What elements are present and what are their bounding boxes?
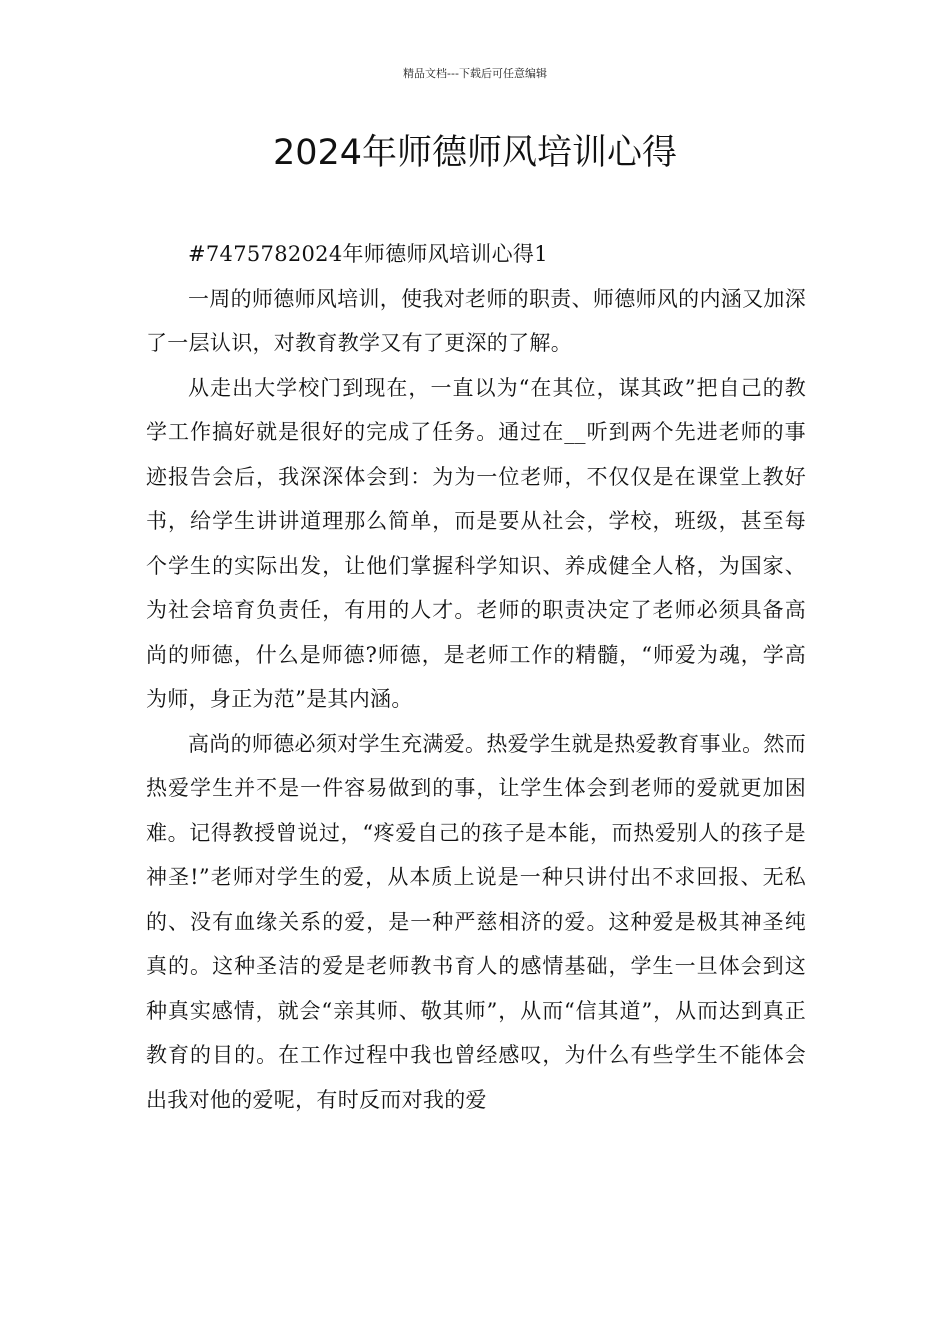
document-body (146, 232, 806, 1122)
paragraph: 一周的师德师风培训，使我对老师的职责、师德师风的内涵又加深了一层认识，对教育教学又有了更深的了解。 (146, 286, 806, 355)
paragraph: 从走出大学校门到现在，一直以为“在其位，谋其政”把自己的教学工作搞好就是很好的完成了任务。通过在__听到两个先进老师的事迹报告会后，我深深体会到：为为一位老师，不仅仅是在课堂上教好书，给学生讲讲道理那么简单，而是要从社会，学校，班级，甚至每个学生的实际出发，让他们掌握科学知识、养成健全人格，为国家、为社会培育负责任，有用的人才。老师的职责决定了老师必须具备高尚的师德，什么是师德?师德，是老师工作的精髓，“师爱为魂，学高为师，身正为范”是其内涵。 (146, 375, 806, 711)
paragraph-heading: #7475782024年师德师风培训心得1 (188, 242, 548, 266)
page-header: 精品文档---下载后可任意编辑 (403, 67, 547, 80)
paragraph: 高尚的师德必须对学生充满爱。热爱学生就是热爱教育事业。然而热爱学生并不是一件容易做到的事，让学生体会到老师的爱就更加困难。记得教授曾说过，“疼爱自己的孩子是本能，而热爱别人的孩子是神圣!”老师对学生的爱，从本质上说是一种只讲付出不求回报、无私的、没有血缘关系的爱，是一种严慈相济的爱。这种爱是极其神圣纯真的。这种圣洁的爱是老师教书育人的感情基础，学生一旦体会到这种真实感情，就会“亲其师、敬其师”，从而“信其道”，从而达到真正教育的目的。在工作过程中我也曾经感叹，为什么有些学生不能体会出我对他的爱呢，有时反而对我的爱 (146, 731, 806, 1112)
document-title: 2024年师德师风培训心得 (272, 133, 678, 173)
